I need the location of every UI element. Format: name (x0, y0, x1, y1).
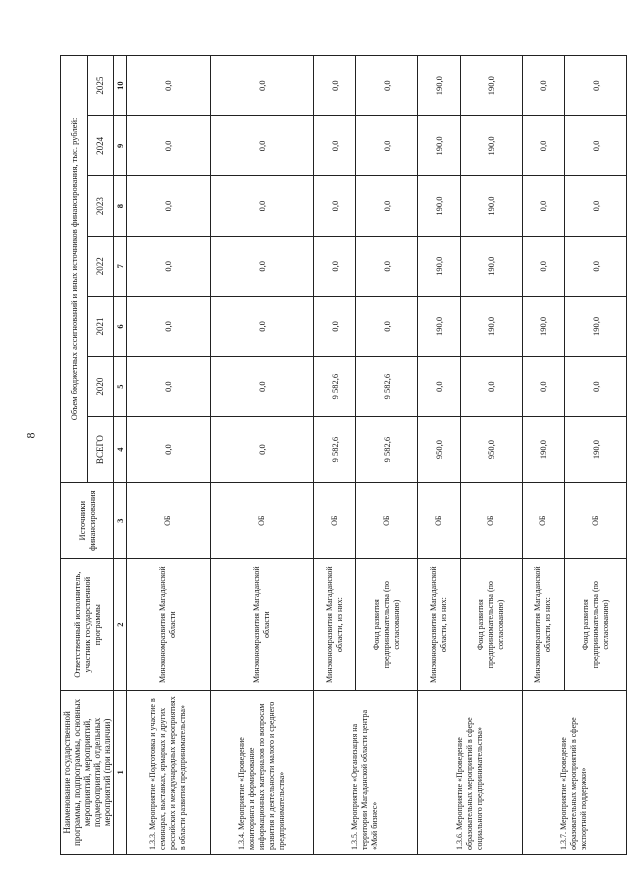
value-cell: 9 582,6 (356, 357, 418, 417)
value-cell: 0,0 (356, 116, 418, 176)
table-row (522, 56, 565, 855)
value-cell: 0,0 (565, 357, 627, 417)
header-source: Источники финансирования (61, 482, 114, 559)
header-year: 2020 (87, 357, 114, 417)
header-year: 2025 (87, 56, 114, 116)
value-cell: 0,0 (565, 116, 627, 176)
executor-cell: Минэкономразвития Магаданской области (210, 559, 313, 690)
table-row (127, 56, 211, 855)
value-cell: 0,0 (210, 296, 313, 356)
source-cell: ОБ (460, 482, 522, 559)
rotated-table-frame (60, 55, 610, 855)
column-number: 8 (114, 176, 127, 236)
value-cell: 0,0 (522, 56, 565, 116)
value-cell: 0,0 (313, 296, 356, 356)
value-cell: 950,0 (418, 417, 461, 483)
executor-cell: Фонд развития предпринимательства (по согласованию) (565, 559, 627, 690)
value-cell: 0,0 (522, 236, 565, 296)
value-cell: 190,0 (522, 417, 565, 483)
value-cell: 9 582,6 (313, 417, 356, 483)
executor-cell: Минэкономразвития Магаданской области, из них: (522, 559, 565, 690)
value-cell: 0,0 (356, 176, 418, 236)
value-cell: 190,0 (460, 176, 522, 236)
value-cell: 0,0 (313, 176, 356, 236)
value-cell: 950,0 (460, 417, 522, 483)
source-cell: ОБ (565, 482, 627, 559)
value-cell: 190,0 (460, 56, 522, 116)
header-year: 2022 (87, 236, 114, 296)
executor-cell: Фонд развития предпринимательства (по согласованию) (356, 559, 418, 690)
measure-name: 1.3.7. Мероприятие «Проведение образовательных мероприятий в сфере экспортной поддержки» (522, 690, 627, 854)
column-number: 7 (114, 236, 127, 296)
executor-cell: Минэкономразвития Магаданской области, из них: (418, 559, 461, 690)
value-cell: 0,0 (313, 236, 356, 296)
value-cell: 0,0 (418, 357, 461, 417)
funding-table (60, 55, 627, 855)
value-cell: 0,0 (210, 236, 313, 296)
header-funding-group: Объем бюджетных ассигнований и иных источников финансирования, тыс. рублей: (61, 56, 88, 483)
value-cell: 190,0 (418, 56, 461, 116)
header-total: ВСЕГО (87, 417, 114, 483)
column-number: 9 (114, 116, 127, 176)
value-cell: 0,0 (313, 56, 356, 116)
value-cell: 0,0 (356, 296, 418, 356)
executor-cell: Фонд развития предпринимательства (по согласованию) (460, 559, 522, 690)
value-cell: 0,0 (210, 357, 313, 417)
source-cell: ОБ (356, 482, 418, 559)
value-cell: 0,0 (127, 236, 211, 296)
column-number: 2 (114, 559, 127, 690)
value-cell: 190,0 (418, 176, 461, 236)
header-executor: Ответственный исполнитель, участник государственной программы (61, 559, 114, 690)
header-year: 2021 (87, 296, 114, 356)
value-cell: 0,0 (313, 116, 356, 176)
value-cell: 0,0 (127, 417, 211, 483)
measure-name: 1.3.4. Мероприятие «Проведение мониторинга и формирование информационных материалов по вопросам развития и деятельности малого и среднего предпринимательства» (210, 690, 313, 854)
executor-cell: Минэкономразвития Магаданской области (127, 559, 211, 690)
value-cell: 190,0 (418, 236, 461, 296)
value-cell: 0,0 (460, 357, 522, 417)
header-year: 2023 (87, 176, 114, 236)
value-cell: 0,0 (210, 417, 313, 483)
value-cell: 0,0 (127, 357, 211, 417)
value-cell: 190,0 (460, 116, 522, 176)
source-cell: ОБ (522, 482, 565, 559)
value-cell: 190,0 (418, 116, 461, 176)
value-cell: 190,0 (565, 417, 627, 483)
value-cell: 0,0 (565, 236, 627, 296)
value-cell: 0,0 (565, 56, 627, 116)
value-cell: 0,0 (127, 296, 211, 356)
header-year: 2024 (87, 116, 114, 176)
measure-name: 1.3.5. Мероприятие «Организация на территории Магаданской области центра «Мой бизнес» (313, 690, 417, 854)
column-number: 1 (114, 690, 127, 854)
value-cell: 0,0 (210, 56, 313, 116)
value-cell: 190,0 (522, 296, 565, 356)
value-cell: 190,0 (460, 296, 522, 356)
value-cell: 0,0 (210, 116, 313, 176)
table-row (210, 56, 313, 855)
column-number: 5 (114, 357, 127, 417)
header-program-name: Наименование государственной программы, подпрограммы, основных мероприятий, мероприятий, подмероприятий, отдельных мероприятий (при наличии) (61, 690, 114, 854)
value-cell: 0,0 (210, 176, 313, 236)
value-cell: 0,0 (127, 56, 211, 116)
source-cell: ОБ (313, 482, 356, 559)
source-cell: ОБ (127, 482, 211, 559)
value-cell: 190,0 (565, 296, 627, 356)
value-cell: 9 582,6 (313, 357, 356, 417)
table-row (313, 56, 356, 855)
column-number: 10 (114, 56, 127, 116)
column-number: 4 (114, 417, 127, 483)
executor-cell: Минэкономразвития Магаданской области, из них: (313, 559, 356, 690)
value-cell: 0,0 (522, 357, 565, 417)
header-row-1 (61, 56, 88, 855)
page-number: 8 (23, 432, 38, 439)
column-number-row (114, 56, 127, 855)
column-number: 3 (114, 482, 127, 559)
column-number: 6 (114, 296, 127, 356)
value-cell: 190,0 (460, 236, 522, 296)
source-cell: ОБ (418, 482, 461, 559)
value-cell: 190,0 (418, 296, 461, 356)
source-cell: ОБ (210, 482, 313, 559)
value-cell: 0,0 (522, 176, 565, 236)
measure-name: 1.3.6. Мероприятие «Проведение образовательных мероприятий в сфере социального предпринимательства» (418, 690, 522, 854)
value-cell: 9 582,6 (356, 417, 418, 483)
value-cell: 0,0 (522, 116, 565, 176)
value-cell: 0,0 (127, 116, 211, 176)
measure-name: 1.3.3. Мероприятие «Подготовка и участие в семинарах, выставках, ярмарках и других российских и международных мероприятиях в области развития предпринимательства» (127, 690, 211, 854)
value-cell: 0,0 (127, 176, 211, 236)
value-cell: 0,0 (356, 56, 418, 116)
value-cell: 0,0 (356, 236, 418, 296)
table-row (418, 56, 461, 855)
value-cell: 0,0 (565, 176, 627, 236)
